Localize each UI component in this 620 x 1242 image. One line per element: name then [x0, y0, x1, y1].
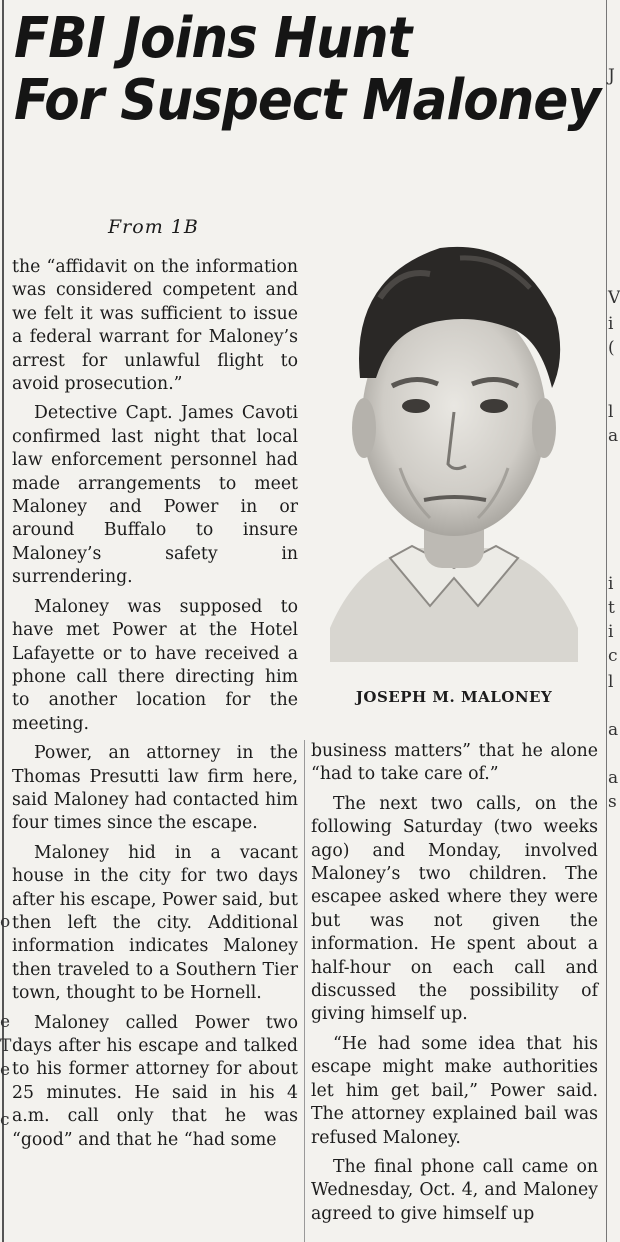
- paragraph: Power, an attorney in the Thomas Presutti law firm here, said Maloney had contacted him four times since the escape.: [12, 743, 298, 834]
- left-edge-fragment: e: [0, 1012, 11, 1032]
- right-ear: [532, 398, 556, 458]
- headline-line-2: For Suspect Maloney: [14, 68, 601, 133]
- paragraph: The final phone call came on Wednesday, Oct. 4, and Maloney agreed to give himself up: [311, 1156, 598, 1224]
- headline: [14, 6, 601, 133]
- right-edge-fragment: l: [608, 402, 614, 422]
- portrait-photo: [320, 228, 588, 662]
- paragraph: business matters” that he alone “had to take care of.”: [311, 741, 598, 785]
- gutter-rule: [304, 740, 305, 1242]
- paragraph: Detective Capt. James Cavoti confirmed last night that local law enforcement personnel had made arrangements to meet Maloney and Power in or around Buffalo to insure Maloney’s safety in surrendering.: [12, 403, 298, 588]
- left-edge-fragment: c: [0, 1110, 10, 1130]
- right-edge-fragment: a: [608, 720, 619, 740]
- left-edge-fragment: e: [0, 1060, 11, 1080]
- right-column-rule: [606, 0, 607, 1242]
- paragraph: The next two calls, on the following Saturday (two weeks ago) and Monday, involved Maloney’s two children. The escapee asked where they were but was not given the information. He spent about a half-hour on each call and discussed the possibility of giving himself up.: [311, 793, 598, 1025]
- right-edge-fragment: a: [608, 426, 619, 446]
- paragraph: Maloney called Power two days after his escape and talked to his former attorney for about 25 minutes. He said in his 4 a.m. call only that he was “good” and that he “had some: [12, 1012, 298, 1150]
- photo-caption: JOSEPH M. MALONEY: [355, 688, 553, 706]
- article-column-2: [311, 740, 598, 1232]
- right-edge-fragment: i: [608, 314, 614, 334]
- left-ear: [352, 398, 376, 458]
- article-column-1: [12, 256, 298, 1158]
- right-edge-fragment: J: [608, 66, 615, 86]
- paragraph: “He had some idea that his escape might make authorities let him get bail,” Power said. The attorney explained bail was refused Maloney.: [311, 1033, 598, 1148]
- right-edge-fragment: i: [608, 574, 614, 594]
- left-edge-fragment: T: [0, 1036, 12, 1056]
- right-edge-fragment: l: [608, 672, 614, 692]
- paragraph: Maloney hid in a vacant house in the city for two days after his escape, Power said, but then left the city. Additional information indicates Maloney then traveled to a Southern Tier town, thought to be Hornell.: [12, 842, 298, 1004]
- right-edge-fragment: V: [608, 288, 620, 308]
- right-edge-fragment: s: [608, 792, 617, 812]
- paragraph: the “affidavit on the information was considered competent and we felt it was sufficient to issue a federal warrant for Maloney’s arrest for unlawful flight to avoid prosecution.”: [12, 257, 298, 395]
- continuation-dateline: From 1B: [108, 216, 199, 238]
- left-eye: [402, 399, 430, 413]
- right-edge-fragment: i: [608, 622, 614, 642]
- right-eye: [480, 399, 508, 413]
- paragraph: Maloney was supposed to have met Power at the Hotel Lafayette or to have received a phone call there directing him to another location for the meeting.: [12, 596, 298, 734]
- left-edge-fragment: o: [0, 912, 11, 932]
- right-edge-fragment: a: [608, 768, 619, 788]
- right-edge-fragment: (: [608, 338, 615, 358]
- headline-line-1: FBI Joins Hunt: [14, 6, 412, 71]
- right-edge-fragment: c: [608, 646, 618, 666]
- right-edge-fragment: t: [608, 598, 615, 618]
